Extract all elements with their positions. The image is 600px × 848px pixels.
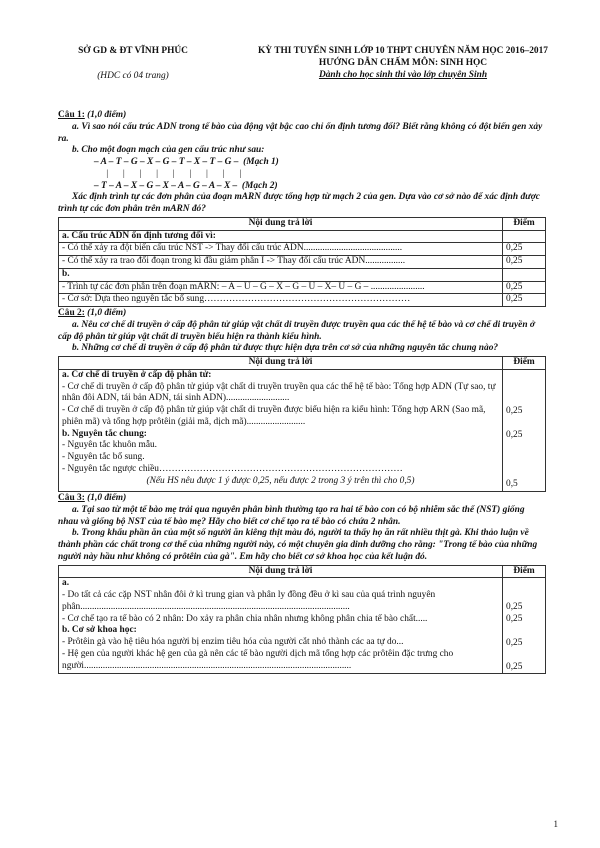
- answer-line: a.: [62, 578, 70, 589]
- score-value: 0,25: [506, 602, 523, 613]
- answer-line: a. Cơ chế di truyền ở cấp độ phân tử:: [62, 369, 212, 380]
- answer-line: b. Nguyên tắc chung:: [62, 428, 147, 439]
- score-value: 0,5: [506, 479, 518, 490]
- table-row: [59, 243, 546, 256]
- answer-line: - Do tất cả các cặp NST nhân đôi ở kì trung gian và phân ly đồng đều ở kì sau của quá trình nguyên phân...................................................................................................................: [62, 590, 436, 612]
- table-header-row: [59, 565, 546, 578]
- scoring-note: (Nếu HS nêu được 1 ý được 0,25, nếu được 2 trong 3 ý trên thì cho 0,5): [146, 475, 415, 486]
- header-right: [208, 46, 598, 81]
- question-3-part-b: b. Trong khẩu phần ăn của một số người ăn kiêng thịt màu đỏ, người ta thấy họ ăn rất nhiều thịt gà. Khi thảo luận về thành phần các chất trong cơ thể của những người này, có một chuyên gia dinh dưỡng cho rằng: "Trong tế bào của những người này hầu như không có prôtêin của gà". Em hãy cho biết cơ sở khoa học của kết luận đó.: [58, 528, 538, 562]
- table-row: [59, 256, 546, 269]
- question-3-part-a: a. Tại sao từ một tế bào mẹ trải qua nguyên phân bình thường tạo ra hai tế bào con có bộ nhiễm sắc thể (NST) giống nhau và giống bộ NST của tế bào mẹ? Hãy cho biết cơ chế tạo ra tế bào có chứa 2 nhân.: [58, 504, 525, 527]
- score-value: 0,25: [506, 661, 523, 672]
- question-1-part-a: a. Vì sao nói cấu trúc ADN trong tế bào của động vật bậc cao chỉ ổn định tương đối? Biết rằng không có đột biến gen xảy ra.: [58, 121, 543, 144]
- page-number: 1: [553, 818, 558, 829]
- answer-line: - Cơ chế tạo ra tế bào có 2 nhân: Do xảy ra phân chia nhân nhưng không phân chia tế bào chất.....: [62, 613, 428, 624]
- answer-line: - Nguyên tắc khuôn mẫu.: [62, 440, 158, 451]
- content-column-header: Nội dung trả lời: [59, 357, 503, 370]
- answer-cell: b.: [59, 268, 503, 281]
- dna-strand-2: – T – A – X – G – X – A – G – A – X – (Mạch 2): [94, 180, 278, 191]
- question-1-label: Câu 1:: [58, 110, 85, 120]
- table-row: [59, 230, 546, 243]
- score-cell: [503, 369, 546, 491]
- question-3-points: (1,0 điểm): [87, 493, 127, 503]
- department-name: SỞ GD & ĐT VĨNH PHÚC: [78, 46, 188, 56]
- score-value: 0,25: [506, 637, 523, 648]
- answer-cell: a. Cấu trúc ADN ổn định tương đối vì:: [59, 230, 503, 243]
- score-cell: [503, 268, 546, 281]
- content-column-header: Nội dung trả lời: [59, 565, 503, 578]
- answer-cell: [59, 369, 503, 491]
- answer-cell: - Có thể xảy ra đột biến cấu trúc NST -> Thay đổi cấu trúc ADN..........................................: [59, 243, 503, 256]
- score-column-header: Điểm: [503, 217, 546, 230]
- answer-line: - Cơ chế di truyền ở cấp độ phân tử giúp vật chất di truyền được biểu hiện ra kiểu hình: Tổng hợp ARN (Sao mã, phiên mã) và tổng hợp prôtêin (giải mã, dịch mã).........................: [62, 405, 486, 427]
- score-column-header: Điểm: [503, 565, 546, 578]
- score-cell: 0,25: [503, 256, 546, 269]
- score-value: 0,25: [506, 614, 523, 624]
- answer-line: - Nguyên tắc bổ sung.: [62, 452, 145, 462]
- page-count-note: (HDC có 04 trang): [97, 70, 169, 81]
- guide-title: HƯỚNG DẪN CHẤM MÔN: SINH HỌC: [318, 57, 488, 68]
- question-2-label: Câu 2:: [58, 308, 85, 318]
- answer-cell: [59, 578, 503, 674]
- table-header-row: [59, 217, 546, 230]
- table-row: [59, 294, 546, 307]
- question-1-part-b: b. Cho một đoạn mạch của gen cấu trúc như sau:: [72, 145, 265, 156]
- question-2-part-a: a. Nêu cơ chế di truyền ở cấp độ phân tử giúp vật chất di truyền được truyền qua các thế hệ tế bào và cơ chế di truyền ở cấp độ phân tử giúp vật chất di truyền biểu hiện ra thành kiểu hình.: [58, 319, 535, 342]
- question-3-label: Câu 3:: [58, 493, 85, 503]
- score-cell: [503, 230, 546, 243]
- score-cell: 0,25: [503, 294, 546, 307]
- question-2-part-b: b. Những cơ chế di truyền ở cấp độ phân tử được thực hiện dựa trên cơ sở của những nguyên tắc chung nào?: [72, 343, 499, 354]
- answer-cell: - Trình tự các đơn phân trên đoạn mARN: – A – U – G – X – G – U – X– U – G – .......................: [59, 281, 503, 294]
- target-students: Dành cho học sinh thi vào lớp chuyên Sinh: [318, 69, 488, 80]
- score-cell: 0,25: [503, 281, 546, 294]
- score-cell: 0,25: [503, 243, 546, 256]
- score-value: 0,25: [506, 429, 523, 440]
- answer-line: - Prôtêin gà vào hệ tiêu hóa người bị enzim tiêu hóa của người cắt nhỏ thành các aa tự do...: [62, 637, 404, 647]
- content-column-header: Nội dung trả lời: [59, 217, 503, 230]
- table-row: [59, 578, 546, 674]
- question-1-task: Xác định trình tự các đơn phân của đoạn mARN được tổng hợp từ mạch 2 của gen. Dựa vào cơ sở nào để xác định được trình tự các đơn phân trên mARN đó?: [58, 192, 540, 214]
- dna-bonds: | | | | | | | | |: [94, 168, 242, 179]
- table-row: [59, 281, 546, 294]
- score-column-header: Điểm: [503, 357, 546, 370]
- header-left: [58, 46, 208, 83]
- question-1-answer-table: [58, 217, 546, 307]
- answer-cell: - Có thể xảy ra trao đổi đoạn trong kì đầu giảm phân I -> Thay đổi cấu trúc ADN.................: [59, 256, 503, 269]
- question-2-answer-table: [58, 356, 546, 492]
- answer-line: b. Cơ sở khoa học:: [62, 625, 137, 636]
- question-3-answer-table: [58, 565, 546, 675]
- question-1-points: (1,0 điểm): [87, 110, 127, 120]
- table-row: [59, 268, 546, 281]
- question-3-heading: [58, 493, 546, 505]
- answer-cell: - Cơ sở: Dựa theo nguyên tắc bổ sung…………………………………………………………: [59, 294, 503, 307]
- answer-line: - Hệ gen của người khác hệ gen của gà nên các tế bào người dịch mã tổng hợp các prôtêin đặc trưng cho người..................................................................................................................: [62, 648, 454, 671]
- question-2-heading: [58, 308, 546, 320]
- question-1-heading: [58, 110, 546, 122]
- table-header-row: [59, 357, 546, 370]
- question-2-points: (1,0 điểm): [87, 308, 127, 318]
- answer-line: - Nguyên tắc ngược chiều……………………………………………………………………: [62, 463, 403, 474]
- answer-guide-body: [58, 110, 546, 675]
- exam-title: KỲ THI TUYỂN SINH LỚP 10 THPT CHUYÊN NĂM HỌC 2016–2017: [258, 46, 548, 56]
- table-row: [59, 369, 546, 491]
- score-cell: [503, 578, 546, 674]
- score-value: 0,25: [506, 405, 523, 416]
- answer-line: - Cơ chế di truyền ở cấp độ phân tử giúp vật chất di truyền truyền qua các thế hệ tế bào: Tổng hợp ADN (Tự sao, tự nhân đôi ADN, tái bản ADN, tái sinh ADN)...........................: [62, 381, 496, 404]
- dna-strand-1: – A – T – G – X – G – T – X – T – G – (Mạch 1): [94, 157, 279, 167]
